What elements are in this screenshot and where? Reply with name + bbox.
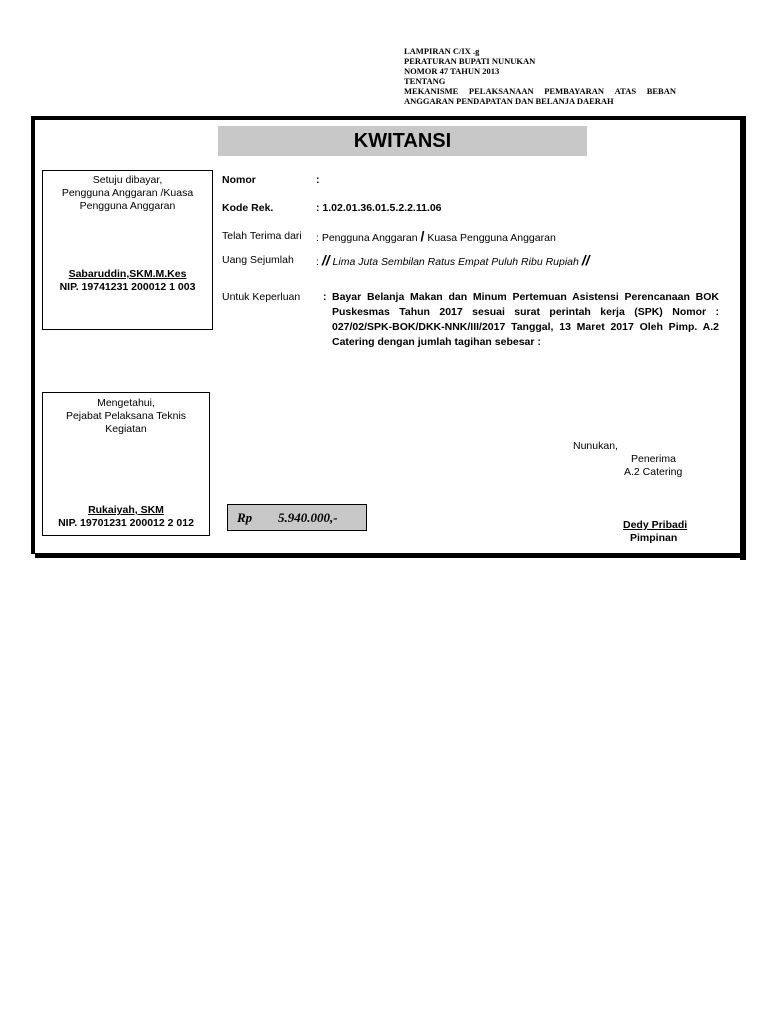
header-word: BEBAN bbox=[646, 86, 676, 96]
approver-nip: NIP. 19741231 200012 1 003 bbox=[59, 281, 196, 293]
kode-rek-label: Kode Rek. bbox=[222, 202, 274, 214]
received-from-part2: Kuasa Pengguna Anggaran bbox=[427, 232, 556, 244]
header-line: TENTANG bbox=[404, 76, 446, 86]
amount-words-close: // bbox=[581, 252, 590, 268]
header-word: PEMBAYARAN bbox=[544, 86, 605, 96]
header-line-justified bbox=[404, 86, 676, 96]
acknowledge-line: Mengetahui, bbox=[97, 397, 155, 409]
amount-box bbox=[227, 504, 367, 531]
kode-rek-value: : 1.02.01.36.01.5.2.2.11.06 bbox=[316, 202, 442, 214]
received-from-colon: : bbox=[316, 232, 319, 244]
acknowledge-line: Kegiatan bbox=[105, 423, 147, 435]
approver-name: Sabaruddin,SKM.M.Kes bbox=[68, 268, 187, 280]
receipt-title: KWITANSI bbox=[218, 126, 587, 156]
header-word: ATAS bbox=[614, 86, 637, 96]
official-nip: NIP. 19701231 200012 2 012 bbox=[58, 517, 194, 529]
receiver-name: Dedy Pribadi bbox=[623, 519, 688, 531]
header-line: PERATURAN BUPATI NUNUKAN bbox=[404, 56, 536, 66]
receiver-position: Pimpinan bbox=[630, 532, 678, 544]
approval-line: Pengguna Anggaran /Kuasa bbox=[61, 187, 194, 199]
official-name: Rukaiyah, SKM bbox=[88, 504, 164, 516]
amount-words-label: Uang Sejumlah bbox=[222, 254, 294, 266]
receiver-company: A.2 Catering bbox=[624, 466, 683, 478]
amount-words-colon: : bbox=[316, 256, 319, 268]
received-from-value bbox=[316, 230, 556, 245]
amount-words-open: // bbox=[321, 252, 330, 268]
header-line: LAMPIRAN C/IX .g bbox=[404, 46, 480, 56]
approval-line: Setuju dibayar, bbox=[92, 174, 163, 186]
header-line: NOMOR 47 TAHUN 2013 bbox=[404, 66, 500, 76]
acknowledge-line: Pejabat Pelaksana Teknis bbox=[65, 410, 187, 422]
header-line: ANGGARAN PENDAPATAN DAN BELANJA DAERAH bbox=[404, 96, 614, 106]
approval-box bbox=[42, 170, 213, 330]
amount-value: 5.940.000,- bbox=[278, 510, 338, 525]
receiver-role: Penerima bbox=[631, 453, 676, 465]
nomor-label: Nomor bbox=[222, 174, 256, 186]
purpose-colon: : bbox=[323, 291, 327, 303]
received-from-slash: / bbox=[420, 228, 425, 244]
acknowledge-box bbox=[42, 392, 210, 536]
header-word: MEKANISME bbox=[404, 86, 459, 96]
nomor-value: : bbox=[316, 174, 320, 186]
approval-line: Pengguna Anggaran bbox=[79, 200, 176, 212]
amount-words-text: Lima Juta Sembilan Ratus Empat Puluh Ribu Rupiah bbox=[332, 256, 579, 268]
received-from-label: Telah Terima dari bbox=[222, 230, 302, 242]
received-from-part1: Pengguna Anggaran bbox=[321, 232, 418, 244]
purpose-text: Bayar Belanja Makan dan Minum Pertemuan Asistensi Perencanaan BOK Puskesmas Tahun 2017 sesuai surat perintah kerja (SPK) Nomor : 027/02/SPK-BOK/DKK-NNK/III/2017 Tanggal, 13 Maret 2017 Oleh Pimp. A.2 Catering dengan jumlah tagihan sebesar : bbox=[332, 291, 719, 348]
purpose-label: Untuk Keperluan bbox=[222, 291, 301, 303]
amount-words-value bbox=[316, 254, 590, 269]
currency-symbol: Rp bbox=[237, 510, 253, 525]
header-word: PELAKSANAAN bbox=[468, 86, 534, 96]
receiver-place: Nunukan, bbox=[573, 440, 618, 452]
regulation-header bbox=[404, 46, 704, 106]
